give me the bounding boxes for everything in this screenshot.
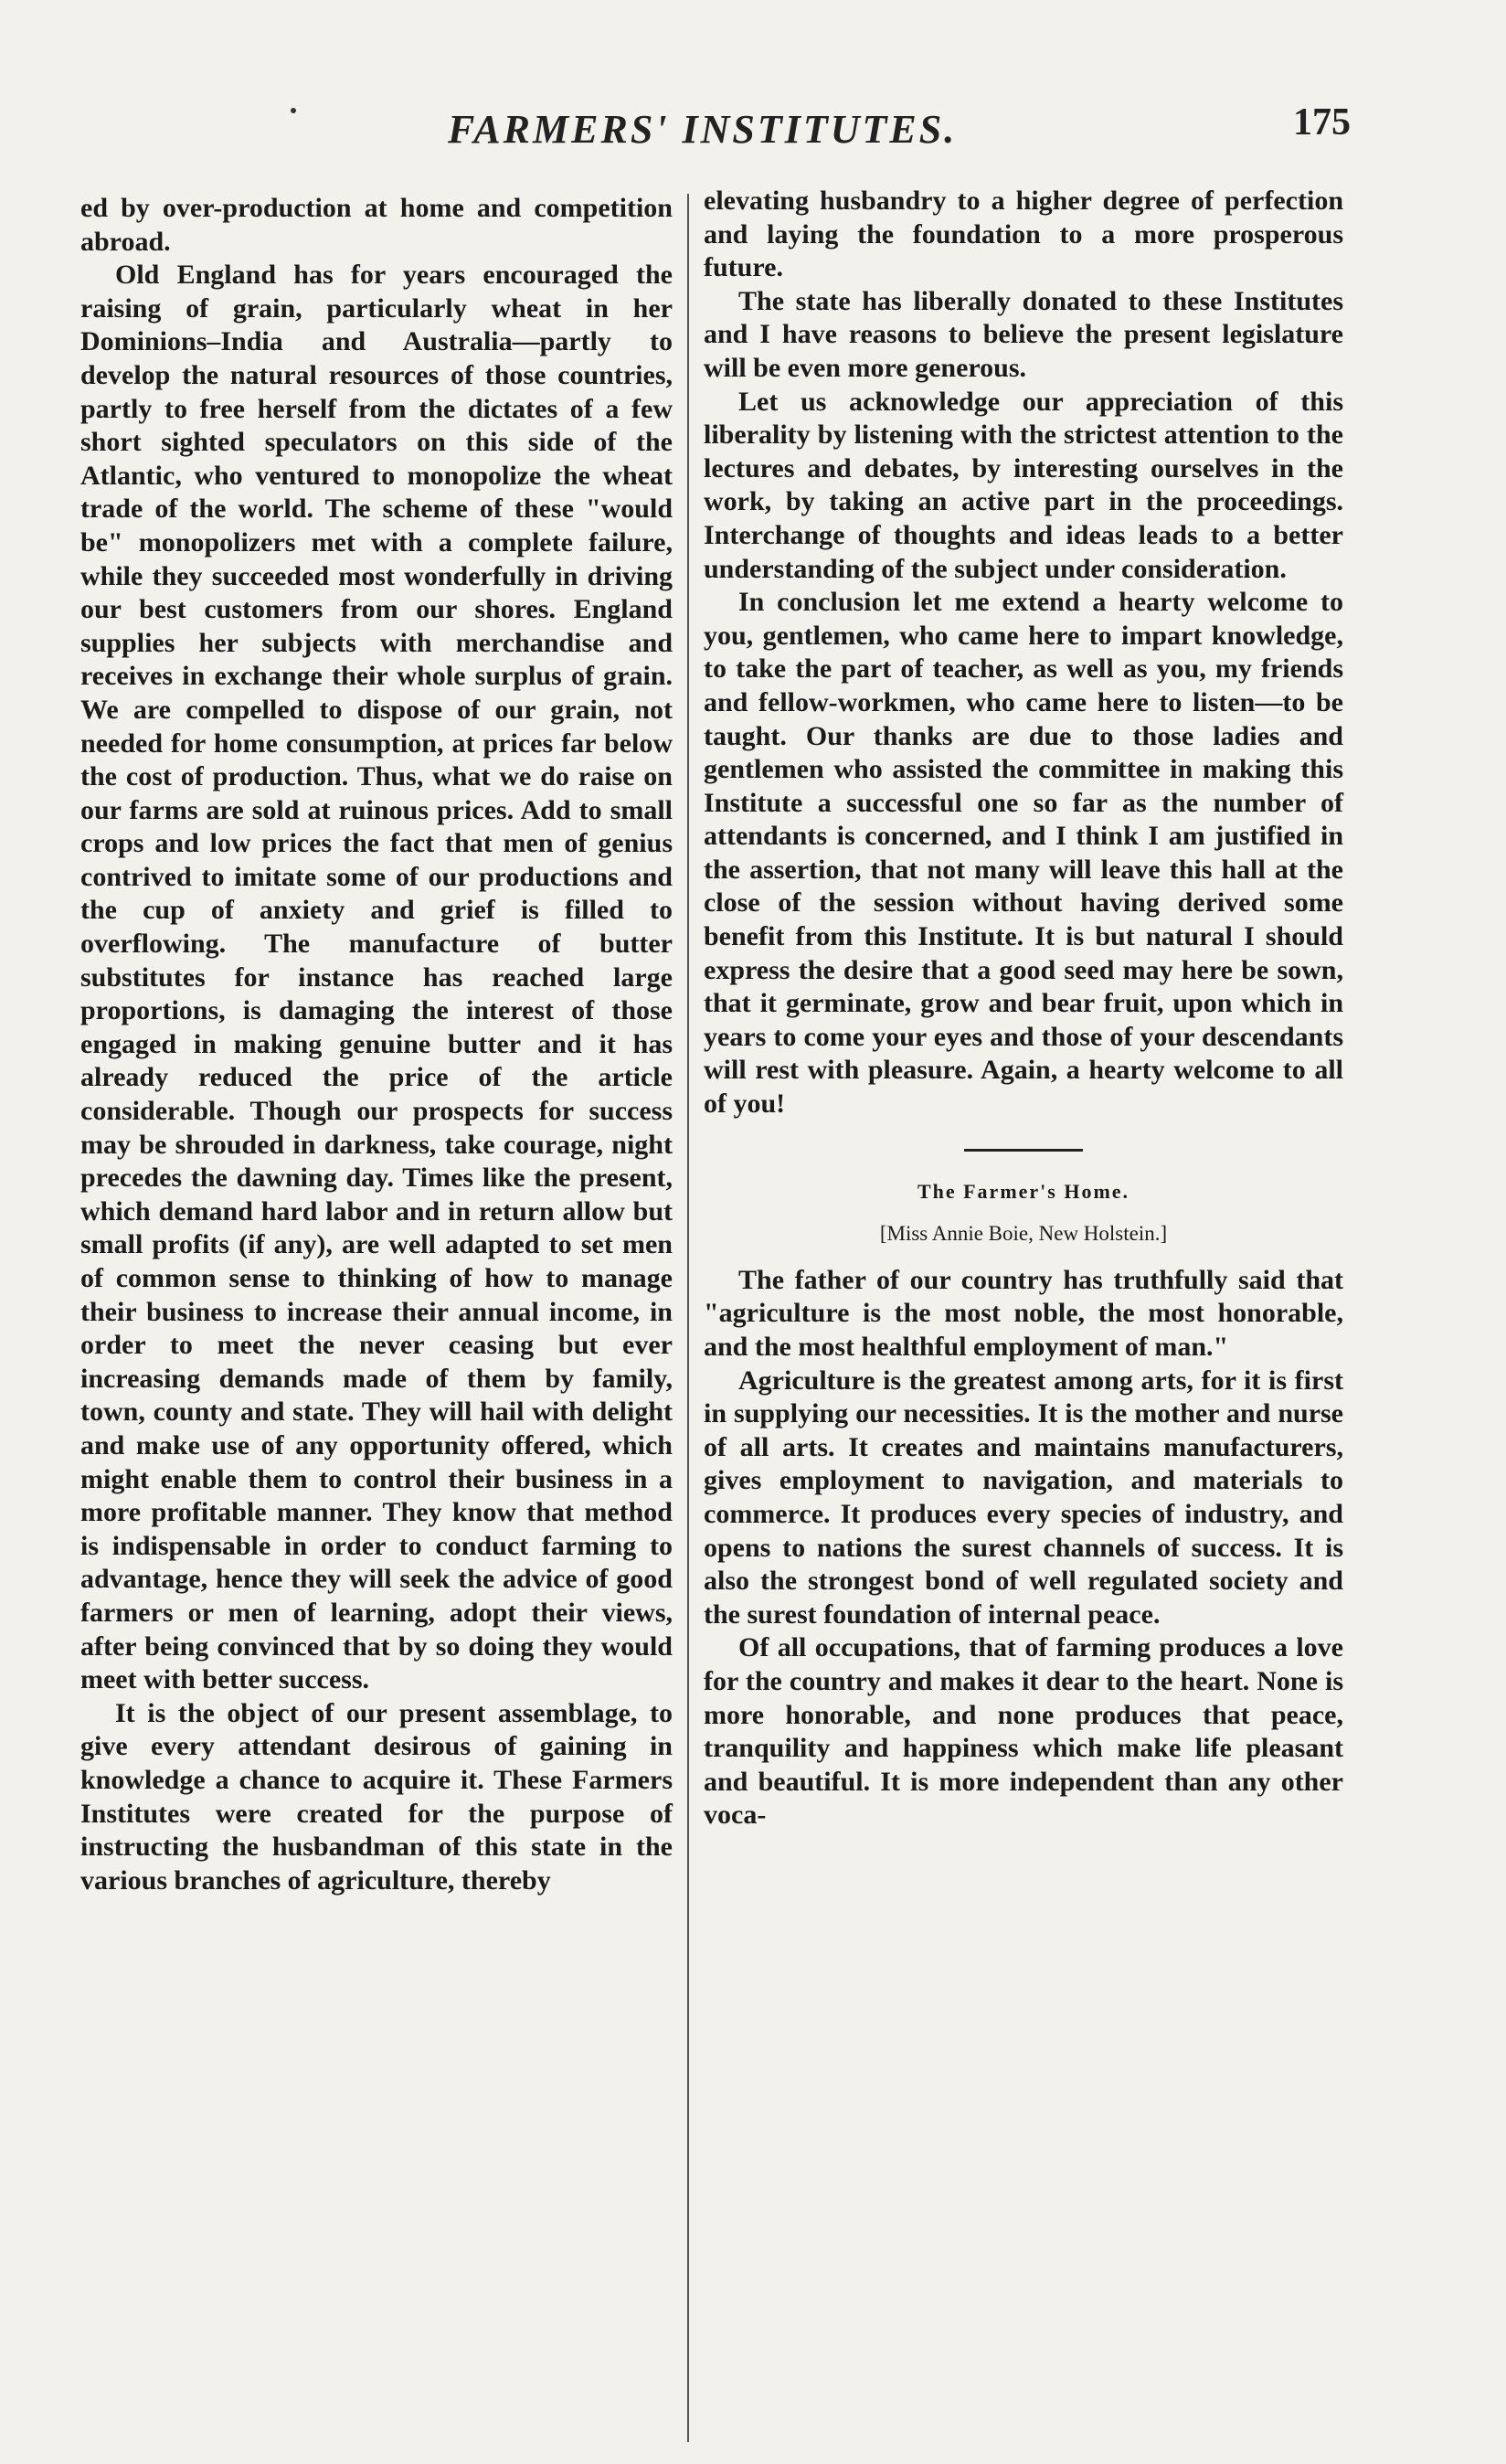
paragraph: It is the object of our present assemblage, to give every attendant desirous of gaining in knowledge a chance to acquire it. These Farmers Institutes were created for the purpose of instructing the husbandman of this state in the various branches of agriculture, thereby <box>80 1697 673 1896</box>
paragraph: ed by over-production at home and competition abroad. <box>80 193 673 257</box>
running-title: FARMERS' INSTITUTES. <box>448 107 958 152</box>
page-number: 175 <box>1293 101 1351 143</box>
paragraph: The father of our country has truthfully said that "agriculture is the most noble, the most honorable, and the most healthful employment of man." <box>704 1264 1343 1362</box>
column-divider <box>687 194 689 2442</box>
article-title: The Farmer's Home. <box>917 1179 1130 1203</box>
paragraph: Old England has for years encouraged the raising of grain, particularly wheat in her Dominions–India and Australia—partly to develop the natural resources of those countries, partly to free herself from the dictates of a few short sighted speculators on this side of the Atlantic, who ventured to monopolize the wheat trade of the world. The scheme of these "would be" monopolizers met with a complete failure, while they succeeded most wonderfully in driving our best customers from our shores. England supplies her subjects with merchandise and receives in exchange their whole surplus of grain. We are compelled to dispose of our grain, not needed for home consumption, at prices far below the cost of production. Thus, what we do raise on our farms are sold at ruinous prices. Add to small crops and low prices the fact that men of genius contrived to imitate some of our productions and the cup of anxiety and grief is filled to overflowing. The manufacture of butter substitutes for instance has reached large proportions, is damaging the interest of those engaged in making genuine butter and it has already reduced the price of the article considerable. Though our prospects for success may be shrouded in darkness, take courage, night precedes the dawning day. Times like the present, which demand hard labor and in return allow but small profits (if any), are well adapted to set men of common sense to thinking of how to manage their business to increase their annual income, in order to meet the never ceasing but ever increasing demands made of them by family, town, county and state. They will hail with delight and make use of any opportunity offered, which might enable them to control their business in a more profitable manner. They know that method is indispensable in order to conduct farming to advantage, hence they will seek the advice of good farmers or men of learning, adopt their views, after being convinced that by so doing they would meet with better success. <box>80 260 673 1695</box>
section-divider <box>964 1149 1083 1152</box>
paragraph: In conclusion let me extend a hearty welcome to you, gentlemen, who came here to impart knowledge, to take the part of teacher, as well as you, my friends and fellow-workmen, who came here to listen—to be taught. Our thanks are due to those ladies and gentlemen who assisted the committee in making this Institute a successful one so far as the number of attendants is concerned, and I think I am justified in the assertion, that not many will leave this hall at the close of the session without having derived some benefit from this Institute. It is but natural I should express the desire that a good seed may here be sown, that it germinate, grow and bear fruit, upon which in years to come your eyes and those of your descendants will rest with pleasure. Again, a hearty welcome to all of you! <box>704 587 1343 1120</box>
paragraph: The state has liberally donated to these Institutes and I have reasons to believe the present legislature will be even more generous. <box>704 285 1343 383</box>
paragraph: Of all occupations, that of farming produces a love for the country and makes it dear to the heart. None is more honorable, and none produces that peace, tranquility and happiness which make life pleasant and beautiful. It is more independent than any other voca- <box>704 1632 1343 1831</box>
article-byline: [Miss Annie Boie, New Holstein.] <box>879 1222 1168 1246</box>
right-column <box>704 185 1343 1832</box>
left-column <box>80 192 673 1897</box>
paragraph: Agriculture is the greatest among arts, for it is first in supplying our necessities. It is the mother and nurse of all arts. It creates and maintains manufacturers, gives employment to navigation, and materials to commerce. It produces every species of industry, and opens to nations the surest channels of success. It is also the strongest bond of well regulated society and the surest foundation of internal peace. <box>704 1365 1343 1630</box>
paragraph: elevating husbandry to a higher degree of perfection and laying the foundation to a more prosperous future. <box>704 186 1343 283</box>
page-header <box>0 101 1506 155</box>
paragraph: Let us acknowledge our appreciation of this liberality by listening with the strictest attention to the lectures and debates, by interesting ourselves in the work, by taking an active part in the proceedings. Interchange of thoughts and ideas leads to a better understanding of the subject under consideration. <box>704 386 1343 584</box>
